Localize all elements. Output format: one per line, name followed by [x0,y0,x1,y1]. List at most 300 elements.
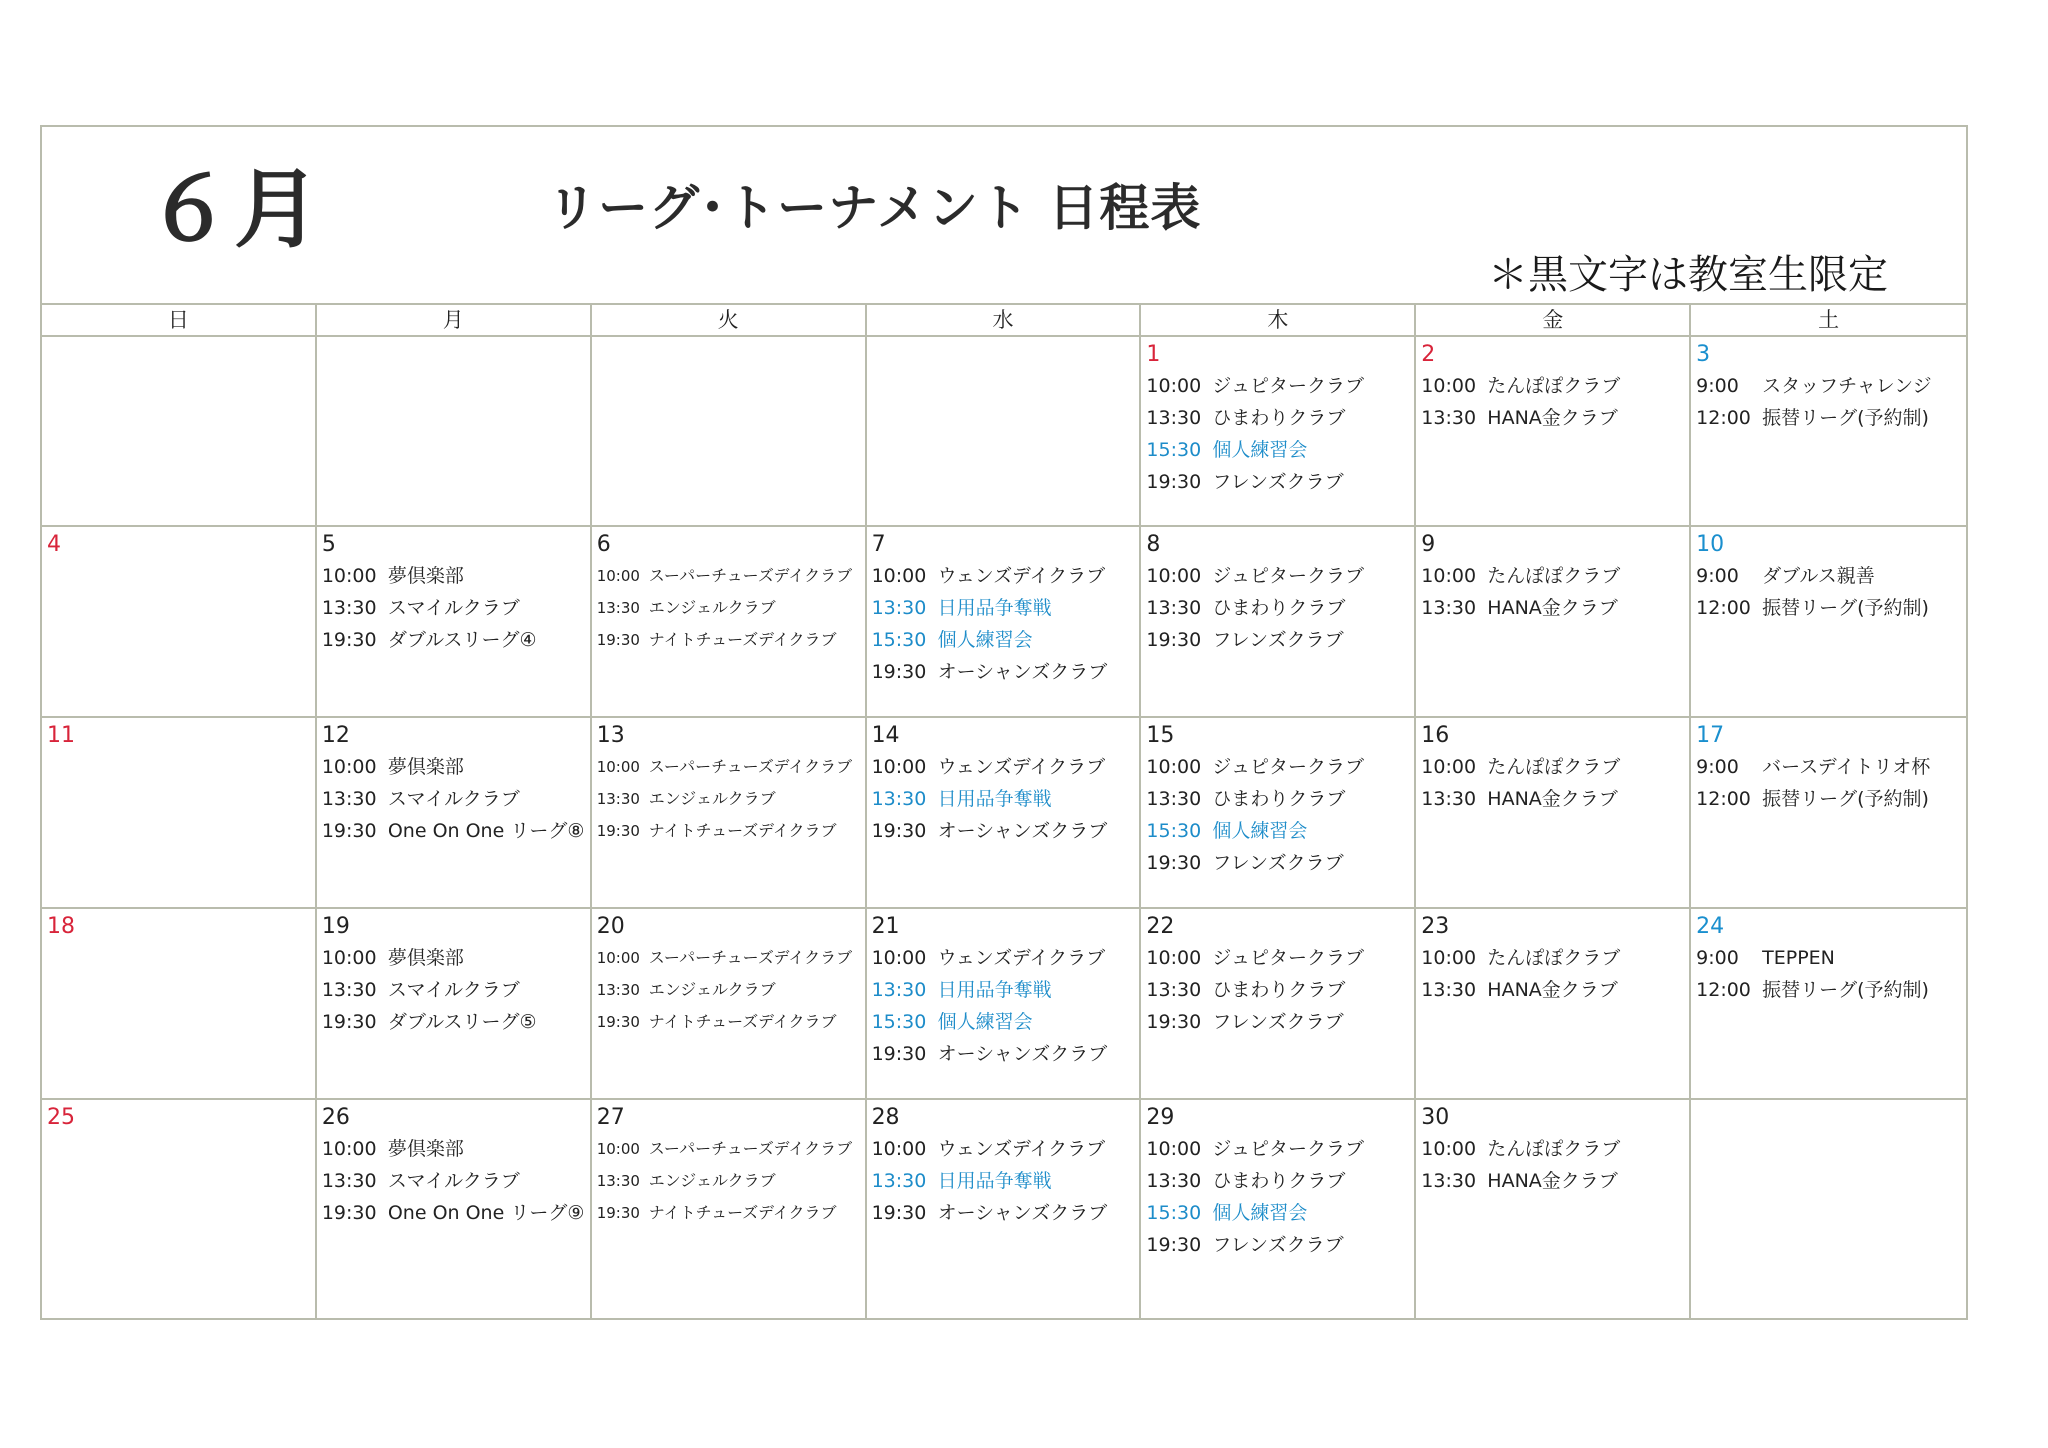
event-item [872,560,1135,592]
event-item [1696,751,1961,783]
event-time: 13:30 [596,599,640,617]
event-time: 13:30 [871,979,927,1001]
event-name: One On One リーグ⑨ [387,1202,585,1224]
event-item [1146,1165,1409,1197]
event-time: 15:30 [871,629,927,651]
event-name: ジュピタークラブ [1212,565,1365,587]
event-time: 13:30 [1421,1170,1477,1192]
event-time: 10:00 [1421,756,1477,778]
day-cell [1141,337,1416,527]
day-cell [1416,909,1691,1100]
event-item [872,1165,1135,1197]
day-number: 6 [596,532,611,557]
weekday-header-sat: 土 [1691,305,1966,337]
event-time: 10:00 [1146,565,1202,587]
event-name: ナイトチューズデイクラブ [648,1203,837,1222]
event-name: フレンズクラブ [1212,471,1344,493]
event-name: HANA金クラブ [1487,1170,1618,1192]
day-number: 15 [1146,723,1175,748]
event-item [1146,1197,1409,1229]
day-cell [317,337,592,527]
weekday-header-wed: 水 [867,305,1142,337]
event-time: 10:00 [596,949,640,967]
day-cell [42,337,317,527]
event-time: 10:00 [596,758,640,776]
event-time: 9:00 [1696,756,1739,778]
event-time: 10:00 [871,565,927,587]
event-item [1421,1165,1684,1197]
month-title: ６月 [146,160,322,260]
event-item [1146,1229,1409,1261]
event-item [1421,751,1684,783]
event-name: オーシャンズクラブ [937,820,1108,842]
event-name: 振替リーグ(予約制) [1762,788,1929,810]
day-cell [1141,909,1416,1100]
event-name: ウェンズデイクラブ [937,947,1106,969]
event-name: エンジェルクラブ [648,789,776,808]
day-cell [317,909,592,1100]
event-name: スマイルクラブ [387,597,520,619]
event-name: たんぽぽクラブ [1487,756,1621,778]
day-cell [592,909,867,1100]
event-item [1421,402,1684,434]
event-name: オーシャンズクラブ [937,1043,1108,1065]
event-time: 19:30 [871,1043,927,1065]
event-name: 日用品争奪戦 [937,1170,1052,1192]
event-item [597,560,860,592]
event-item [597,751,860,783]
event-name: HANA金クラブ [1487,407,1618,429]
day-number: 22 [1146,914,1175,939]
day-cell [42,527,317,718]
day-number [597,340,860,370]
event-time: 13:30 [871,597,927,619]
day-number: 23 [1421,914,1450,939]
day-cell [1691,337,1966,527]
day-number [1696,1103,1961,1133]
event-item [1696,942,1961,974]
event-item [872,1006,1135,1038]
day-number [872,340,1135,370]
day-number: 24 [1696,914,1725,939]
day-cell [867,1100,1142,1320]
day-number: 7 [871,532,886,557]
day-number: 18 [47,914,75,939]
event-name: 振替リーグ(予約制) [1762,597,1929,619]
event-time: 13:30 [596,790,640,808]
event-name: たんぽぽクラブ [1487,375,1621,397]
event-item [1421,370,1684,402]
event-time: 19:30 [1146,852,1202,874]
event-name: ダブルスリーグ⑤ [387,1011,537,1033]
event-item [1696,974,1961,1006]
day-number: 13 [596,723,625,748]
day-cell [1691,718,1966,909]
event-time: 12:00 [1696,788,1751,810]
event-time: 12:00 [1696,979,1751,1001]
event-name: オーシャンズクラブ [937,661,1108,683]
day-number: 28 [871,1105,900,1130]
event-time: 19:30 [1146,1234,1202,1256]
event-name: スーパーチューズデイクラブ [648,757,853,776]
event-time: 13:30 [596,981,640,999]
event-name: ジュピタークラブ [1212,1138,1365,1160]
event-name: 個人練習会 [1212,1202,1308,1224]
event-time: 19:30 [1146,629,1202,651]
event-item [1696,560,1961,592]
event-name: 個人練習会 [1212,820,1308,842]
event-name: 日用品争奪戦 [937,979,1052,1001]
event-time: 13:30 [1421,407,1477,429]
event-name: フレンズクラブ [1212,1234,1344,1256]
event-name: たんぽぽクラブ [1487,1138,1621,1160]
event-item [597,1006,860,1038]
event-item [597,1165,860,1197]
event-item [1146,466,1409,498]
event-time: 13:30 [1146,1170,1202,1192]
event-item [1146,1133,1409,1165]
schedule-header [42,127,1966,303]
day-number: 21 [871,914,900,939]
day-number: 29 [1146,1105,1175,1130]
event-time: 19:30 [596,631,640,649]
event-time: 19:30 [1146,471,1202,493]
event-time: 10:00 [1421,1138,1477,1160]
event-name: スマイルクラブ [387,788,520,810]
event-name: 夢倶楽部 [387,565,464,587]
event-item [872,592,1135,624]
event-item [322,1197,585,1229]
event-item [1146,370,1409,402]
event-item [322,815,585,847]
day-cell [1416,1100,1691,1320]
event-item [1696,402,1961,434]
event-item [322,624,585,656]
event-time: 13:30 [871,788,927,810]
event-item [597,1133,860,1165]
event-name: 日用品争奪戦 [937,788,1052,810]
event-name: たんぽぽクラブ [1487,947,1621,969]
event-time: 9:00 [1696,375,1739,397]
event-time: 10:00 [871,756,927,778]
event-item [322,942,585,974]
event-time: 10:00 [321,565,377,587]
event-time: 10:00 [1421,375,1477,397]
event-item [1421,942,1684,974]
day-cell [317,1100,592,1320]
day-number: 27 [596,1105,625,1130]
legend-note: ＊黒文字は教室生限定 [1488,252,1888,298]
event-time: 19:30 [321,629,377,651]
event-item [1146,847,1409,879]
day-number: 17 [1696,723,1725,748]
day-number: 9 [1421,532,1436,557]
event-name: ダブルス親善 [1762,565,1875,587]
event-item [597,783,860,815]
event-item [872,1197,1135,1229]
event-time: 10:00 [871,1138,927,1160]
day-number: 25 [47,1105,75,1130]
event-time: 10:00 [321,756,377,778]
calendar-grid [42,303,1966,1320]
day-cell [1416,718,1691,909]
day-number: 30 [1421,1105,1450,1130]
day-cell [867,718,1142,909]
event-item [872,656,1135,688]
event-time: 12:00 [1696,597,1751,619]
weekday-header-mon: 月 [317,305,592,337]
event-time: 19:30 [1146,1011,1202,1033]
day-cell [1416,527,1691,718]
event-item [1421,560,1684,592]
event-name: 個人練習会 [937,629,1033,651]
event-item [872,942,1135,974]
event-item [1421,592,1684,624]
day-number: 1 [1146,342,1161,367]
day-number: 4 [47,532,61,557]
event-time: 10:00 [596,1140,640,1158]
event-name: フレンズクラブ [1212,629,1344,651]
event-name: ウェンズデイクラブ [937,756,1106,778]
event-item [322,560,585,592]
event-time: 9:00 [1696,565,1739,587]
event-time: 10:00 [596,567,640,585]
day-number: 16 [1421,723,1450,748]
event-time: 10:00 [1146,756,1202,778]
event-time: 10:00 [321,1138,377,1160]
event-item [872,1038,1135,1070]
event-name: フレンズクラブ [1212,1011,1344,1033]
day-number: 5 [321,532,336,557]
day-cell [317,718,592,909]
event-time: 10:00 [1421,947,1477,969]
day-cell [867,909,1142,1100]
event-name: 夢倶楽部 [387,1138,464,1160]
event-name: オーシャンズクラブ [937,1202,1108,1224]
event-name: ウェンズデイクラブ [937,565,1106,587]
event-time: 13:30 [1421,979,1477,1001]
event-time: 13:30 [1421,597,1477,619]
event-name: HANA金クラブ [1487,979,1618,1001]
event-name: ナイトチューズデイクラブ [648,821,837,840]
event-time: 15:30 [1146,820,1202,842]
event-time: 19:30 [321,820,377,842]
event-time: 10:00 [871,947,927,969]
event-name: ダブルスリーグ④ [387,629,537,651]
event-item [1146,592,1409,624]
event-time: 13:30 [1146,979,1202,1001]
event-time: 10:00 [1421,565,1477,587]
day-cell [1141,1100,1416,1320]
event-name: 夢倶楽部 [387,756,464,778]
event-name: ひまわりクラブ [1212,788,1346,810]
day-number: 26 [321,1105,350,1130]
event-time: 19:30 [596,1204,640,1222]
day-cell [592,527,867,718]
event-name: ナイトチューズデイクラブ [648,1012,837,1031]
event-name: エンジェルクラブ [648,598,776,617]
day-cell [1141,527,1416,718]
event-name: スーパーチューズデイクラブ [648,566,853,585]
page-title: リーグ･トーナメント 日程表 [547,179,1202,237]
day-cell [592,337,867,527]
event-item [1146,624,1409,656]
event-name: ひまわりクラブ [1212,597,1346,619]
day-cell [867,337,1142,527]
event-item [1146,815,1409,847]
event-time: 13:30 [321,788,377,810]
event-name: ひまわりクラブ [1212,979,1346,1001]
event-item [1146,434,1409,466]
event-item [1146,942,1409,974]
event-time: 10:00 [321,947,377,969]
event-time: 19:30 [871,1202,927,1224]
event-item [1696,370,1961,402]
weekday-header-sun: 日 [42,305,317,337]
event-time: 19:30 [596,1013,640,1031]
event-time: 13:30 [321,597,377,619]
event-item [322,783,585,815]
event-item [322,592,585,624]
event-time: 13:30 [321,1170,377,1192]
event-time: 19:30 [321,1202,377,1224]
event-name: One On One リーグ⑧ [387,820,585,842]
event-name: スーパーチューズデイクラブ [648,948,853,967]
day-number: 12 [321,723,350,748]
weekday-header-tue: 火 [592,305,867,337]
event-name: ひまわりクラブ [1212,1170,1346,1192]
event-item [872,974,1135,1006]
event-time: 13:30 [1146,788,1202,810]
event-item [322,1006,585,1038]
event-item [322,974,585,1006]
event-item [1146,783,1409,815]
event-item [1146,402,1409,434]
day-number: 19 [321,914,350,939]
day-cell [592,718,867,909]
event-time: 13:30 [1146,407,1202,429]
event-item [1146,1006,1409,1038]
event-time: 13:30 [1146,597,1202,619]
event-name: 個人練習会 [1212,439,1308,461]
event-time: 19:30 [871,820,927,842]
event-name: 振替リーグ(予約制) [1762,407,1929,429]
event-item [872,624,1135,656]
day-number: 3 [1696,342,1711,367]
event-name: 夢倶楽部 [387,947,464,969]
event-item [1421,974,1684,1006]
event-name: TEPPEN [1762,947,1835,969]
event-name: スーパーチューズデイクラブ [648,1139,853,1158]
event-name: HANA金クラブ [1487,597,1618,619]
event-name: 振替リーグ(予約制) [1762,979,1929,1001]
day-cell [1416,337,1691,527]
weekday-header-fri: 金 [1416,305,1691,337]
event-time: 15:30 [1146,439,1202,461]
event-item [1146,560,1409,592]
event-item [872,783,1135,815]
event-item [872,1133,1135,1165]
event-name: ナイトチューズデイクラブ [648,630,837,649]
day-cell [317,527,592,718]
event-item [1696,592,1961,624]
event-name: バースデイトリオ杯 [1762,756,1931,778]
day-number [322,340,585,370]
day-number: 2 [1421,342,1436,367]
day-number: 14 [871,723,900,748]
event-item [872,815,1135,847]
event-item [1146,751,1409,783]
event-time: 13:30 [1421,788,1477,810]
event-name: たんぽぽクラブ [1487,565,1621,587]
event-item [322,1133,585,1165]
day-cell [42,1100,317,1320]
event-name: ひまわりクラブ [1212,407,1346,429]
event-name: スマイルクラブ [387,1170,520,1192]
event-name: ジュピタークラブ [1212,375,1365,397]
day-cell [1691,909,1966,1100]
weekday-header-thu: 木 [1141,305,1416,337]
event-name: HANA金クラブ [1487,788,1618,810]
day-cell [1141,718,1416,909]
event-time: 10:00 [1146,1138,1202,1160]
event-name: ウェンズデイクラブ [937,1138,1106,1160]
event-time: 10:00 [1146,375,1202,397]
day-cell [42,718,317,909]
event-time: 15:30 [871,1011,927,1033]
event-item [597,592,860,624]
event-name: フレンズクラブ [1212,852,1344,874]
day-cell [1691,1100,1966,1320]
day-cell [1691,527,1966,718]
event-name: スタッフチャレンジ [1762,375,1932,397]
event-item [1696,783,1961,815]
event-name: エンジェルクラブ [648,1171,776,1190]
event-time: 9:00 [1696,947,1739,969]
day-cell [867,527,1142,718]
event-item [322,1165,585,1197]
schedule-sheet [40,125,1968,1320]
event-time: 10:00 [1146,947,1202,969]
event-name: エンジェルクラブ [648,980,776,999]
event-item [597,942,860,974]
event-name: ジュピタークラブ [1212,947,1365,969]
event-name: 個人練習会 [937,1011,1033,1033]
day-number: 11 [47,723,75,748]
event-time: 15:30 [1146,1202,1202,1224]
event-item [872,751,1135,783]
event-item [597,815,860,847]
event-item [597,624,860,656]
event-name: ジュピタークラブ [1212,756,1365,778]
event-time: 19:30 [596,822,640,840]
event-item [597,974,860,1006]
event-name: 日用品争奪戦 [937,597,1052,619]
event-name: スマイルクラブ [387,979,520,1001]
day-number: 10 [1696,532,1725,557]
event-time: 13:30 [871,1170,927,1192]
event-item [1421,783,1684,815]
day-number [47,340,310,370]
event-time: 13:30 [321,979,377,1001]
day-cell [592,1100,867,1320]
event-item [1421,1133,1684,1165]
event-time: 12:00 [1696,407,1751,429]
event-item [597,1197,860,1229]
day-cell [42,909,317,1100]
event-item [322,751,585,783]
event-item [1146,974,1409,1006]
